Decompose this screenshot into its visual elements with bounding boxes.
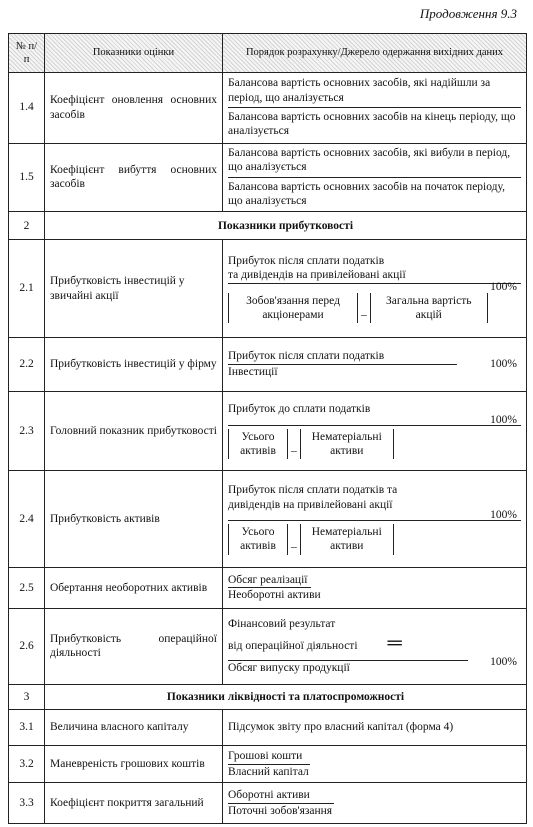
fraction-bar [228,413,521,426]
formula-cell [223,568,527,609]
denominator-term: Нематеріальні активи [300,429,394,460]
fraction-bar [228,268,521,294]
indicator-name: Прибутковість інвестицій у звичайні акції [45,240,223,337]
formula-cell [223,470,527,567]
header-indicator: Показники оцінки [45,34,223,73]
row-number: 2.5 [9,568,45,609]
table-row [9,391,527,470]
formula-cell [223,391,527,470]
numerator: Прибуток після сплати податків [228,349,457,364]
section-row [9,212,527,240]
formula-cell [223,608,527,684]
fraction-bar [228,656,468,661]
indicator-name: Прибутковість операційної діяльності [45,608,223,684]
numerator [228,254,521,294]
table-row [9,783,527,824]
formula-cell [223,72,527,143]
numerator: Грошові кошти [228,749,310,764]
section-number: 2 [9,212,45,240]
numerator: Прибуток до сплати податків [228,403,371,416]
indicator-name: Величина власного капіталу [45,710,223,746]
percent-label: 100% [490,357,517,370]
denominator-term: Нематеріальні активи [300,524,394,555]
percent-label: 100% [490,281,517,294]
continuation-label: Продовження 9.3 [419,6,517,21]
denominator: Балансова вартість основних засобів на кінець періоду, що аналізується [228,111,516,138]
row-number: 2.3 [9,391,45,470]
numerator: Оборотні активи [228,788,334,803]
denominator: Необоротні активи [228,589,321,602]
numerator: Фінансовий результат [228,617,336,630]
denominator-term: Усього активів [228,429,288,460]
numerator-line: та дивідендів на привілейовані акції [228,269,406,282]
formula-cell [223,745,527,783]
row-number: 3.2 [9,745,45,783]
table-row [9,337,527,391]
row-number: 3.3 [9,783,45,824]
formula-cell [223,783,527,824]
section-number: 3 [9,684,45,709]
header-number: № п/п [9,34,45,73]
table-row [9,240,527,337]
percent-label: 100% [490,656,517,669]
percent-label: 100% [490,509,517,521]
minus-sign: – [291,445,297,458]
denominator-term: Зобов'язання перед акціонерами [228,293,358,324]
denominator [228,426,521,460]
table-row [9,568,527,609]
indicator-name: Коефіцієнт вибуття основних засобів [45,143,223,211]
denominator-term: Усього активів [228,524,288,555]
numerator-line: дивідендів на привілейовані акції [228,498,393,511]
denominator [228,521,521,555]
row-number: 2.1 [9,240,45,337]
minus-sign: – [291,540,297,553]
header-method: Порядок розрахунку/Джерело одержання вихідних даних [223,34,527,73]
formula-cell [223,240,527,337]
numerator: Балансова вартість основних засобів, які надійшли за період, що аналізується [228,76,521,108]
section-row [9,684,527,709]
indicator-name: Маневреність грошових коштів [45,745,223,783]
formula-cell [223,337,527,391]
row-number: 2.2 [9,337,45,391]
numerator: Балансова вартість основних засобів, які вибули в період, що аналізується [228,146,521,178]
row-number: 2.4 [9,470,45,567]
denominator: Балансова вартість основних засобів на початок періоду, що аналізується [228,180,505,208]
indicator-name: Прибутковість інвестицій у фірму [45,337,223,391]
table-row [9,470,527,567]
row-number: 1.4 [9,72,45,143]
indicator-name: Коефіцієнт оновлення основних засобів [45,72,223,143]
indicator-name: Коефіцієнт покриття загальний [45,783,223,824]
table-row [9,745,527,783]
indicator-name: Прибутковість активів [45,470,223,567]
indicator-name: Головний показник прибутковості [45,391,223,470]
formula-cell [223,143,527,211]
row-number: 1.5 [9,143,45,211]
equals-icon: ═ [387,632,402,655]
table-row [9,608,527,684]
numerator: від операційної діяльності ═ [228,632,402,655]
indicator-name: Обертання необоротних активів [45,568,223,609]
row-number: 3.1 [9,710,45,746]
numerator [228,483,521,512]
numerator: Обсяг реалізації [228,573,311,588]
table-header-row [9,34,527,73]
numerator-line: Прибуток після сплати податків [228,254,385,267]
denominator: Обсяг випуску продукції [228,662,350,675]
formula-cell: Підсумок звіту про власний капітал (форма 4) [223,710,527,746]
minus-sign: – [361,309,367,322]
table-row [9,710,527,746]
row-number: 2.6 [9,608,45,684]
table-row [9,143,527,211]
denominator: Поточні зобов'язання [228,804,333,817]
numerator-line: Прибуток після сплати податків та [228,484,398,497]
denominator [228,290,521,324]
denominator: Власний капітал [228,765,309,778]
section-title: Показники прибутковості [45,212,527,240]
section-title: Показники ліквідності та платоспроможності [45,684,527,709]
denominator: Інвестиції [228,365,278,378]
fraction-bar [228,509,521,521]
indicators-table [8,33,527,824]
table-row [9,72,527,143]
denominator-term: Загальна вартість акцій [370,293,488,324]
percent-label: 100% [490,413,517,426]
